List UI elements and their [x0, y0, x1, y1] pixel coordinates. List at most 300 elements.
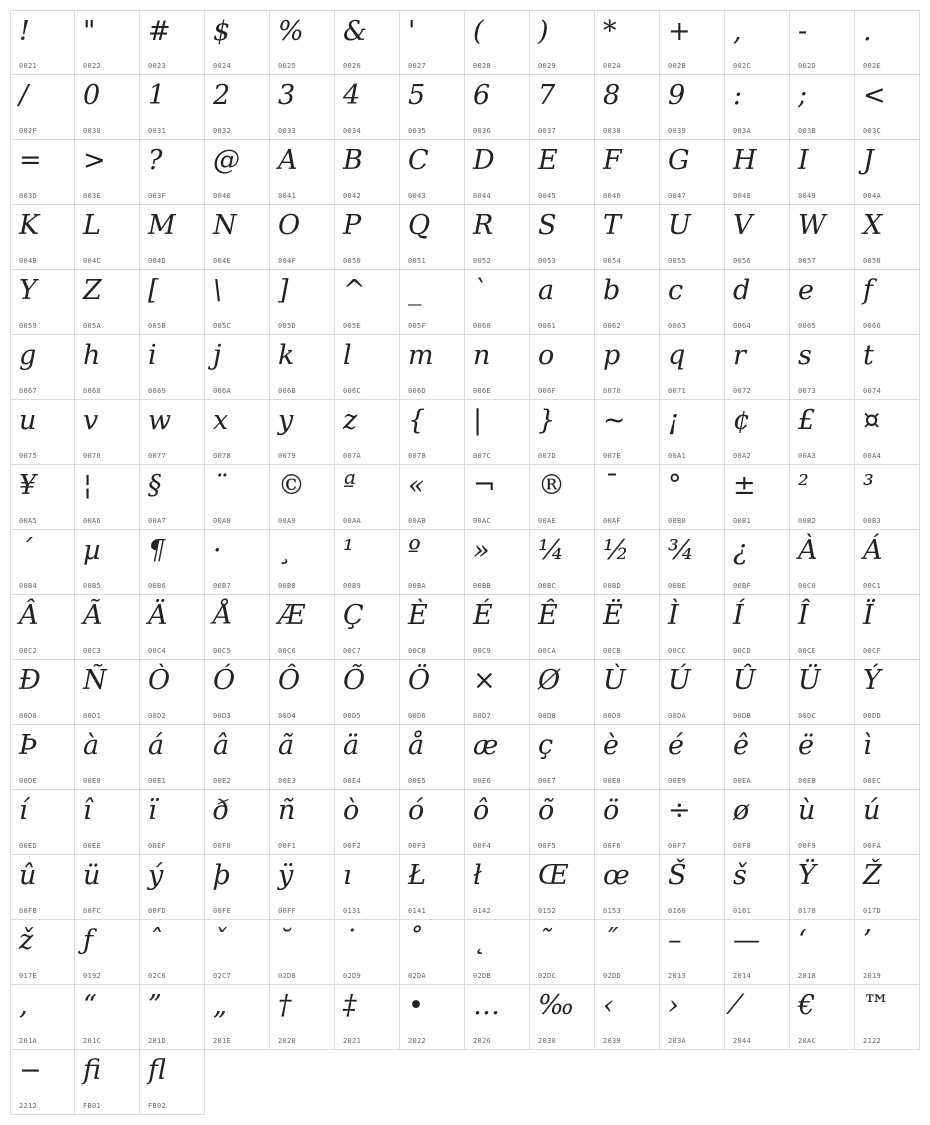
glyph-sample: • — [408, 990, 424, 1021]
glyph-cell — [660, 140, 725, 205]
glyph-codepoint: 00EE — [83, 842, 102, 850]
glyph-codepoint: 2013 — [668, 972, 687, 980]
glyph-cell — [530, 920, 595, 985]
glyph-sample: 2 — [213, 80, 231, 111]
glyph-cell — [855, 75, 920, 140]
glyph-codepoint: 00C4 — [148, 647, 167, 655]
glyph-sample: · — [213, 535, 222, 566]
glyph-sample: G — [668, 145, 690, 176]
glyph-sample: ˝ — [603, 925, 617, 956]
glyph-cell — [725, 75, 790, 140]
glyph-cell — [140, 335, 205, 400]
glyph-codepoint: 007E — [603, 452, 622, 460]
glyph-sample: Ü — [798, 665, 821, 696]
glyph-codepoint: 0038 — [603, 127, 622, 135]
glyph-cell — [530, 790, 595, 855]
glyph-cell — [10, 400, 75, 465]
glyph-sample: ~ — [603, 405, 626, 436]
glyph-cell — [855, 270, 920, 335]
glyph-sample: † — [278, 990, 292, 1021]
glyph-codepoint: 005E — [343, 322, 362, 330]
glyph-codepoint: 00E5 — [408, 777, 427, 785]
glyph-cell — [400, 270, 465, 335]
glyph-codepoint: 00DE — [19, 777, 38, 785]
glyph-sample: Š — [668, 860, 687, 891]
glyph-sample: Ã — [83, 600, 103, 631]
glyph-cell — [335, 790, 400, 855]
glyph-codepoint: 00FC — [83, 907, 102, 915]
glyph-cell — [660, 725, 725, 790]
glyph-sample: Y — [19, 275, 37, 306]
glyph-sample: b — [603, 275, 621, 306]
glyph-cell — [855, 335, 920, 400]
glyph-cell — [75, 270, 140, 335]
glyph-sample: – — [668, 925, 682, 956]
glyph-cell — [595, 595, 660, 660]
glyph-codepoint: 00E2 — [213, 777, 232, 785]
glyph-sample: ‘ — [798, 925, 807, 956]
glyph-codepoint: 00BA — [408, 582, 427, 590]
glyph-cell — [530, 335, 595, 400]
glyph-sample: ³ — [863, 470, 874, 501]
glyph-sample: ª — [343, 470, 356, 501]
glyph-cell — [140, 985, 205, 1050]
glyph-cell — [205, 10, 270, 75]
glyph-sample: æ — [473, 730, 499, 761]
glyph-sample: û — [19, 860, 37, 891]
glyph-sample: Ê — [538, 600, 558, 631]
glyph-sample: ú — [863, 795, 881, 826]
glyph-codepoint: 00DA — [668, 712, 687, 720]
glyph-sample: 6 — [473, 80, 491, 111]
glyph-sample: = — [19, 145, 42, 176]
glyph-sample: ¾ — [668, 535, 695, 566]
glyph-codepoint: 00F3 — [408, 842, 427, 850]
glyph-sample: O — [278, 210, 301, 241]
glyph-codepoint: 00B5 — [83, 582, 102, 590]
glyph-codepoint: 00AA — [343, 517, 362, 525]
glyph-codepoint: 00C0 — [798, 582, 817, 590]
glyph-sample: | — [473, 405, 483, 436]
glyph-cell — [855, 400, 920, 465]
glyph-sample: á — [148, 730, 165, 761]
glyph-codepoint: 0072 — [733, 387, 752, 395]
glyph-cell — [75, 920, 140, 985]
glyph-sample: ł — [473, 860, 482, 891]
glyph-codepoint: 003C — [863, 127, 882, 135]
glyph-codepoint: 0131 — [343, 907, 362, 915]
glyph-sample: o — [538, 340, 555, 371]
glyph-cell — [10, 75, 75, 140]
glyph-codepoint: 00A6 — [83, 517, 102, 525]
glyph-cell — [205, 530, 270, 595]
glyph-sample: : — [733, 80, 743, 111]
glyph-codepoint: 0076 — [83, 452, 102, 460]
glyph-sample: @ — [213, 145, 240, 176]
glyph-sample: § — [148, 470, 162, 501]
glyph-sample: — — [733, 925, 760, 956]
glyph-codepoint: 017D — [863, 907, 882, 915]
glyph-cell — [335, 400, 400, 465]
glyph-codepoint: 00C8 — [408, 647, 427, 655]
glyph-cell — [725, 465, 790, 530]
glyph-sample: " — [83, 16, 96, 47]
glyph-codepoint: 0062 — [603, 322, 622, 330]
glyph-codepoint: 006A — [213, 387, 232, 395]
glyph-cell — [10, 660, 75, 725]
glyph-sample: ¢ — [733, 405, 751, 436]
glyph-cell — [400, 10, 465, 75]
glyph-sample: ¥ — [19, 470, 37, 501]
glyph-codepoint: 002E — [863, 62, 882, 70]
glyph-cell — [595, 985, 660, 1050]
glyph-cell — [725, 595, 790, 660]
glyph-sample: [ — [148, 275, 159, 306]
glyph-sample: × — [473, 665, 496, 696]
glyph-codepoint: 0025 — [278, 62, 297, 70]
glyph-cell — [270, 530, 335, 595]
glyph-cell — [75, 985, 140, 1050]
glyph-codepoint: 00B3 — [863, 517, 882, 525]
glyph-sample: œ — [603, 860, 630, 891]
glyph-cell — [10, 335, 75, 400]
glyph-cell — [855, 985, 920, 1050]
glyph-cell — [10, 270, 75, 335]
glyph-sample: * — [603, 16, 617, 47]
glyph-codepoint: 002F — [19, 127, 38, 135]
glyph-codepoint: 00CE — [798, 647, 817, 655]
glyph-cell — [530, 400, 595, 465]
glyph-sample: ! — [19, 16, 30, 47]
glyph-codepoint: 007A — [343, 452, 362, 460]
glyph-sample: ½ — [603, 535, 630, 566]
glyph-codepoint: 00EF — [148, 842, 167, 850]
glyph-codepoint: 00E0 — [83, 777, 102, 785]
glyph-cell — [790, 400, 855, 465]
glyph-cell — [790, 595, 855, 660]
glyph-sample: - — [798, 16, 808, 47]
glyph-sample: Ä — [148, 600, 168, 631]
glyph-sample: C — [408, 145, 429, 176]
glyph-codepoint: 00FF — [278, 907, 297, 915]
glyph-codepoint: 00A1 — [668, 452, 687, 460]
glyph-codepoint: 0059 — [19, 322, 38, 330]
glyph-codepoint: 002D — [798, 62, 817, 70]
glyph-cell — [75, 790, 140, 855]
glyph-sample: › — [668, 990, 679, 1021]
glyph-cell — [400, 725, 465, 790]
glyph-sample: h — [83, 340, 101, 371]
glyph-sample: ù — [798, 795, 816, 826]
glyph-cell — [790, 140, 855, 205]
glyph-sample: n — [473, 340, 491, 371]
glyph-cell — [465, 985, 530, 1050]
glyph-cell — [660, 530, 725, 595]
glyph-codepoint: 00D5 — [343, 712, 362, 720]
glyph-codepoint: 0068 — [83, 387, 102, 395]
glyph-codepoint: 0034 — [343, 127, 362, 135]
glyph-cell — [75, 75, 140, 140]
glyph-sample: ƒ — [83, 925, 93, 956]
glyph-codepoint: 00FE — [213, 907, 232, 915]
glyph-cell — [75, 335, 140, 400]
glyph-sample: â — [213, 730, 230, 761]
glyph-codepoint: 2212 — [19, 1102, 38, 1110]
glyph-cell — [400, 790, 465, 855]
glyph-codepoint: 0027 — [408, 62, 427, 70]
glyph-cell — [465, 790, 530, 855]
glyph-sample: $ — [213, 16, 231, 47]
glyph-cell — [205, 465, 270, 530]
glyph-cell — [400, 75, 465, 140]
glyph-sample: “ — [83, 990, 97, 1021]
glyph-sample: 9 — [668, 80, 686, 111]
glyph-sample: g — [19, 340, 37, 371]
glyph-cell — [10, 790, 75, 855]
glyph-codepoint: 00C9 — [473, 647, 492, 655]
glyph-codepoint: 0057 — [798, 257, 817, 265]
glyph-sample: š — [733, 860, 747, 891]
glyph-sample: s — [798, 340, 812, 371]
glyph-sample: / — [19, 80, 29, 111]
glyph-sample: 7 — [538, 80, 556, 111]
glyph-codepoint: 007D — [538, 452, 557, 460]
glyph-codepoint: 0044 — [473, 192, 492, 200]
glyph-sample: P — [343, 210, 362, 241]
glyph-sample: K — [19, 210, 40, 241]
glyph-sample: ž — [19, 925, 34, 956]
glyph-sample: ¬ — [473, 470, 496, 501]
glyph-sample: J — [863, 145, 874, 176]
glyph-sample: È — [408, 600, 428, 631]
glyph-codepoint: 0023 — [148, 62, 167, 70]
glyph-sample: ý — [148, 860, 164, 891]
glyph-sample: i — [148, 340, 157, 371]
glyph-codepoint: 02C7 — [213, 972, 232, 980]
glyph-sample: … — [473, 990, 500, 1021]
glyph-codepoint: 0040 — [213, 192, 232, 200]
glyph-cell — [465, 205, 530, 270]
glyph-codepoint: 00C3 — [83, 647, 102, 655]
glyph-codepoint: 02C6 — [148, 972, 167, 980]
glyph-codepoint: 0042 — [343, 192, 362, 200]
glyph-codepoint: 0161 — [733, 907, 752, 915]
glyph-codepoint: 201A — [19, 1037, 38, 1045]
glyph-cell — [530, 205, 595, 270]
glyph-codepoint: 02DA — [408, 972, 427, 980]
glyph-codepoint: 00D6 — [408, 712, 427, 720]
glyph-cell — [75, 855, 140, 920]
glyph-cell — [595, 530, 660, 595]
glyph-sample: t — [863, 340, 874, 371]
glyph-sample: ° — [668, 470, 682, 501]
glyph-cell — [140, 400, 205, 465]
glyph-sample: y — [278, 405, 294, 436]
glyph-sample: € — [798, 990, 816, 1021]
glyph-codepoint: 00D9 — [603, 712, 622, 720]
glyph-sample: l — [343, 340, 352, 371]
glyph-sample: µ — [83, 535, 101, 566]
glyph-cell — [595, 855, 660, 920]
glyph-sample: Ï — [863, 600, 874, 631]
glyph-cell — [530, 270, 595, 335]
glyph-sample: ë — [798, 730, 814, 761]
glyph-sample: Å — [213, 600, 233, 631]
glyph-codepoint: 00FB — [19, 907, 38, 915]
glyph-sample: V — [733, 210, 753, 241]
glyph-codepoint: FB02 — [148, 1102, 167, 1110]
glyph-sample: ˛ — [473, 925, 487, 956]
glyph-cell — [660, 270, 725, 335]
glyph-codepoint: 00E1 — [148, 777, 167, 785]
glyph-cell — [465, 530, 530, 595]
glyph-codepoint: 02D9 — [343, 972, 362, 980]
glyph-sample: ¦ — [83, 470, 93, 501]
glyph-codepoint: 00B7 — [213, 582, 232, 590]
glyph-cell — [465, 10, 530, 75]
glyph-cell — [725, 205, 790, 270]
glyph-cell — [140, 660, 205, 725]
glyph-sample: Ô — [278, 665, 301, 696]
glyph-sample: ÿ — [278, 860, 294, 891]
glyph-sample: Þ — [19, 730, 38, 761]
glyph-codepoint: 2030 — [538, 1037, 557, 1045]
glyph-sample: ﬂ — [148, 1055, 167, 1086]
glyph-cell — [790, 725, 855, 790]
glyph-sample: ¸ — [278, 535, 292, 566]
glyph-cell — [140, 75, 205, 140]
glyph-codepoint: 006D — [408, 387, 427, 395]
glyph-codepoint: 00F8 — [733, 842, 752, 850]
glyph-codepoint: 0066 — [863, 322, 882, 330]
glyph-sample: è — [603, 730, 619, 761]
glyph-codepoint: 00D4 — [278, 712, 297, 720]
glyph-sample: ˘ — [278, 925, 292, 956]
glyph-codepoint: 00E3 — [278, 777, 297, 785]
glyph-cell — [465, 660, 530, 725]
glyph-cell — [660, 335, 725, 400]
glyph-codepoint: 00F7 — [668, 842, 687, 850]
glyph-cell — [465, 725, 530, 790]
glyph-codepoint: 0192 — [83, 972, 102, 980]
glyph-sample: B — [343, 145, 363, 176]
glyph-cell — [855, 465, 920, 530]
glyph-cell — [855, 530, 920, 595]
glyph-codepoint: 00ED — [19, 842, 38, 850]
glyph-cell — [270, 595, 335, 660]
glyph-codepoint: 002C — [733, 62, 752, 70]
glyph-codepoint: 00A4 — [863, 452, 882, 460]
glyph-sample: © — [278, 470, 305, 501]
glyph-sample: ˜ — [538, 925, 552, 956]
glyph-codepoint: 0033 — [278, 127, 297, 135]
glyph-sample: ì — [863, 730, 872, 761]
glyph-cell — [530, 465, 595, 530]
glyph-codepoint: 00F2 — [343, 842, 362, 850]
glyph-codepoint: 0031 — [148, 127, 167, 135]
glyph-cell — [855, 855, 920, 920]
glyph-cell — [270, 790, 335, 855]
glyph-cell — [465, 920, 530, 985]
glyph-codepoint: 005A — [83, 322, 102, 330]
glyph-cell — [530, 725, 595, 790]
glyph-sample: F — [603, 145, 622, 176]
glyph-sample: ) — [538, 16, 549, 47]
glyph-cell — [855, 595, 920, 660]
glyph-sample: 5 — [408, 80, 426, 111]
glyph-codepoint: 00CA — [538, 647, 557, 655]
glyph-codepoint: 00AF — [603, 517, 622, 525]
glyph-cell — [335, 140, 400, 205]
glyph-sample: Œ — [538, 860, 569, 891]
glyph-cell — [205, 140, 270, 205]
glyph-sample: å — [408, 730, 425, 761]
glyph-codepoint: 00E4 — [343, 777, 362, 785]
glyph-cell — [10, 465, 75, 530]
glyph-cell — [10, 1050, 75, 1115]
glyph-cell — [725, 920, 790, 985]
glyph-cell — [790, 270, 855, 335]
glyph-codepoint: 00D2 — [148, 712, 167, 720]
glyph-sample: z — [343, 405, 358, 436]
glyph-sample: º — [408, 535, 421, 566]
glyph-sample: Æ — [278, 600, 306, 631]
glyph-sample: ö — [603, 795, 620, 826]
glyph-sample: _ — [408, 275, 422, 306]
glyph-cell — [595, 270, 660, 335]
glyph-sample: ´ — [19, 535, 33, 566]
glyph-cell — [400, 205, 465, 270]
glyph-cell — [140, 530, 205, 595]
glyph-cell — [400, 920, 465, 985]
glyph-codepoint: 005B — [148, 322, 167, 330]
glyph-codepoint: 0036 — [473, 127, 492, 135]
glyph-cell — [140, 465, 205, 530]
glyph-codepoint: 0063 — [668, 322, 687, 330]
glyph-cell — [855, 205, 920, 270]
glyph-sample: q — [668, 340, 686, 371]
glyph-codepoint: 00BF — [733, 582, 752, 590]
glyph-cell — [790, 790, 855, 855]
glyph-codepoint: 006F — [538, 387, 557, 395]
glyph-cell — [10, 140, 75, 205]
glyph-codepoint: 00DD — [863, 712, 882, 720]
glyph-cell — [140, 725, 205, 790]
glyph-cell — [400, 660, 465, 725]
glyph-cell — [595, 75, 660, 140]
glyph-sample: à — [83, 730, 100, 761]
glyph-cell — [465, 75, 530, 140]
glyph-codepoint: 00E6 — [473, 777, 492, 785]
glyph-cell — [725, 985, 790, 1050]
glyph-codepoint: 0029 — [538, 62, 557, 70]
glyph-codepoint: 0041 — [278, 192, 297, 200]
glyph-cell — [140, 855, 205, 920]
glyph-sample: Ì — [668, 600, 679, 631]
glyph-cell — [270, 660, 335, 725]
glyph-cell — [270, 400, 335, 465]
glyph-cell — [725, 660, 790, 725]
glyph-cell — [790, 920, 855, 985]
glyph-codepoint: 0058 — [863, 257, 882, 265]
glyph-sample: ? — [148, 145, 163, 176]
glyph-sample: Ë — [603, 600, 623, 631]
glyph-codepoint: 0073 — [798, 387, 817, 395]
glyph-cell — [400, 465, 465, 530]
glyph-sample: T — [603, 210, 622, 241]
glyph-cell — [75, 660, 140, 725]
glyph-sample: À — [798, 535, 818, 566]
